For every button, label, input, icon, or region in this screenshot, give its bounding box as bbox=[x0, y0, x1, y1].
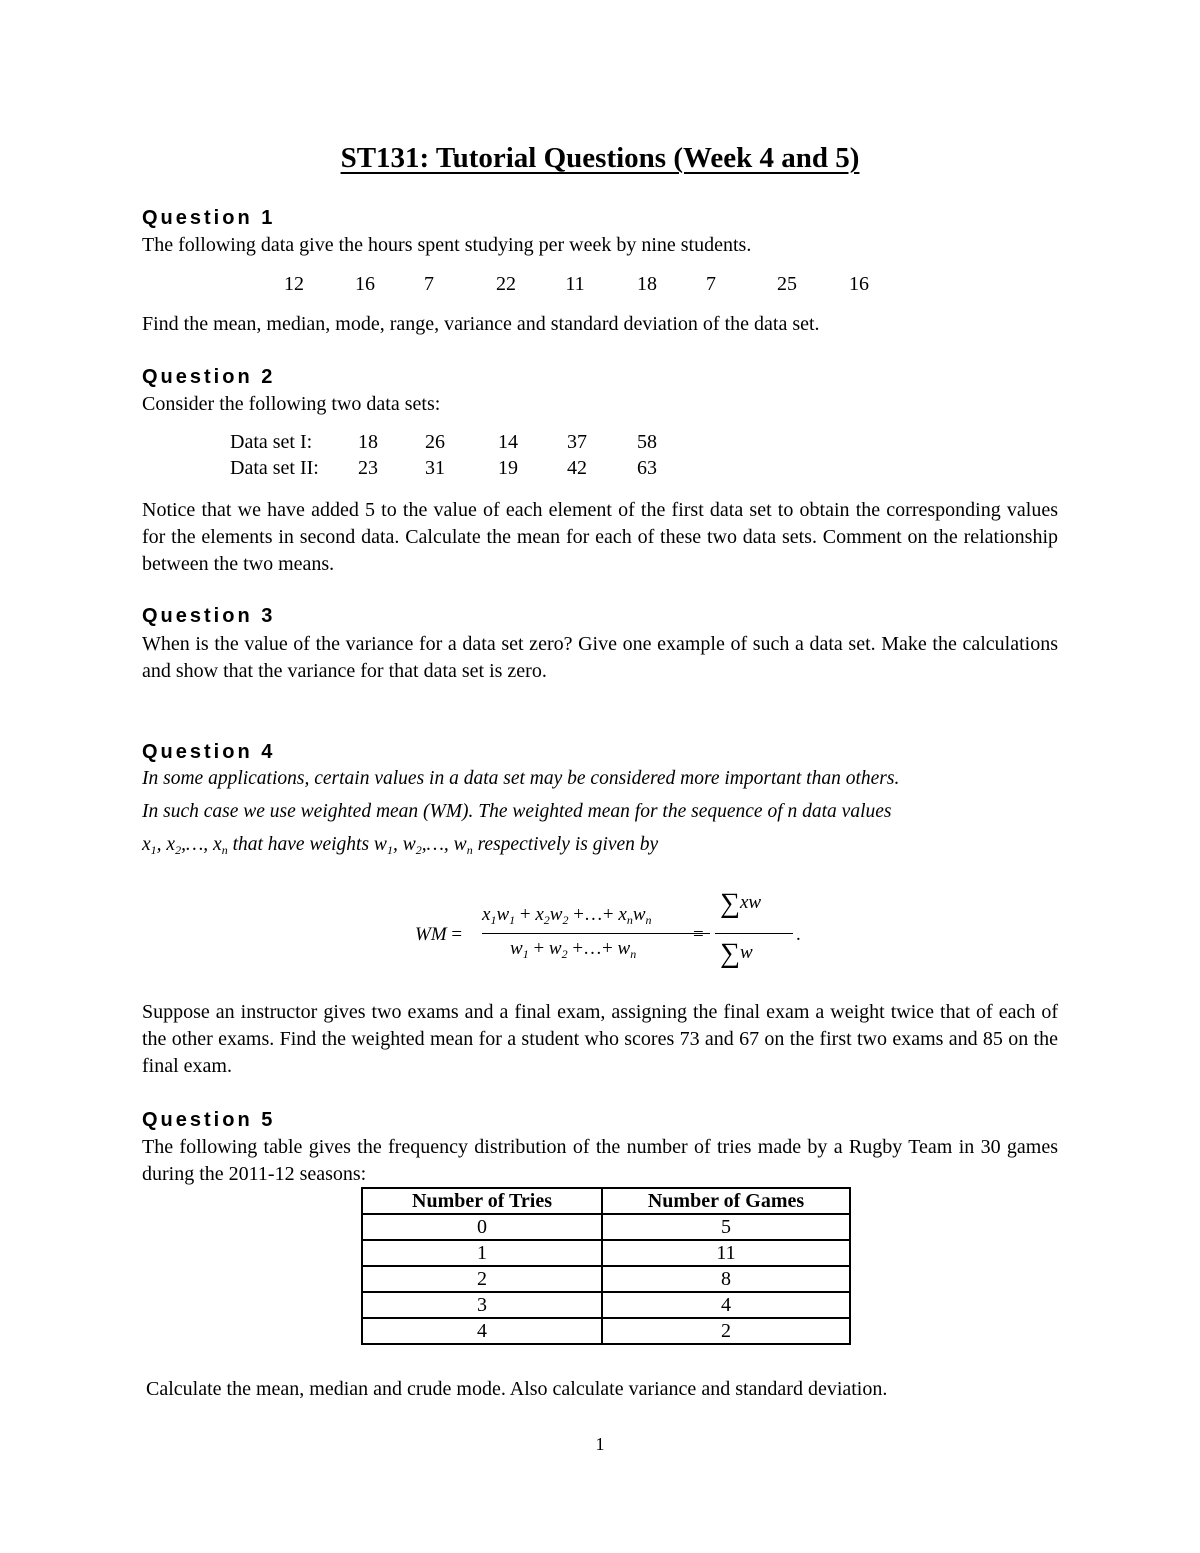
data-set-2-label: Data set II: bbox=[230, 457, 319, 479]
table-cell: 2 bbox=[362, 1266, 602, 1292]
data-value: 58 bbox=[637, 431, 657, 453]
data-value: 7 bbox=[706, 273, 716, 295]
data-value: 23 bbox=[358, 457, 378, 479]
table-row bbox=[362, 1214, 850, 1240]
question-1-heading: Question 1 bbox=[142, 207, 276, 229]
question-1-intro: The following data give the hours spent studying per week by nine students. bbox=[142, 234, 752, 256]
data-value: 16 bbox=[849, 273, 869, 295]
formula-sum-denominator: ∑w bbox=[720, 938, 753, 969]
formula-numerator: $x_1w_1 + x_2w_2$ +…+ $x_nw_n$ bbox=[482, 904, 652, 927]
table-cell: 8 bbox=[602, 1266, 850, 1292]
column-header-games: Number of Games bbox=[602, 1188, 850, 1214]
question-1-task: Find the mean, median, mode, range, variance and standard deviation of the data set. bbox=[142, 313, 820, 335]
data-value: 37 bbox=[567, 431, 587, 453]
data-value: 18 bbox=[637, 273, 657, 295]
table-cell: 3 bbox=[362, 1292, 602, 1318]
question-4-heading: Question 4 bbox=[142, 741, 276, 763]
question-4-intro bbox=[142, 762, 1082, 867]
data-value: 63 bbox=[637, 457, 657, 479]
formula-equals: = bbox=[693, 924, 704, 945]
table-row bbox=[362, 1292, 850, 1318]
question-4-line-3 bbox=[142, 828, 1082, 867]
question-4-line-3-mid: that have weights bbox=[232, 834, 370, 855]
data-value: 19 bbox=[498, 457, 518, 479]
data-value: 18 bbox=[358, 431, 378, 453]
formula-lhs: WM = bbox=[415, 924, 463, 945]
x-sequence-math: $x_1$, $x_2,\dots$, $x_n$ bbox=[142, 834, 228, 857]
data-value: 25 bbox=[777, 273, 797, 295]
fraction-bar bbox=[482, 933, 710, 934]
table-cell: 0 bbox=[362, 1214, 602, 1240]
data-set-1-label: Data set I: bbox=[230, 431, 313, 453]
table-cell: 2 bbox=[602, 1318, 850, 1344]
data-value: 12 bbox=[284, 273, 304, 295]
question-5-intro: The following table gives the frequency distribution of the number of tries made by a Rugby Team in 30 games during the 2011-12 seasons: bbox=[142, 1136, 1058, 1185]
question-4-line-3-end: respectively is given by bbox=[477, 834, 659, 855]
table-cell: 4 bbox=[602, 1292, 850, 1318]
table-cell: 4 bbox=[362, 1318, 602, 1344]
question-3-heading: Question 3 bbox=[142, 605, 276, 627]
page-number: 1 bbox=[595, 1434, 605, 1454]
data-value: 7 bbox=[424, 273, 434, 295]
formula-period: . bbox=[796, 924, 801, 945]
w-sequence-math: $w_1$, $w_2,\dots$, $w_n$ bbox=[373, 834, 473, 857]
question-2-task: Notice that we have added 5 to the value of each element of the first data set to obtain the corresponding values for the elements in second data. Calculate the mean for each of these two data sets. Comment on the relationship between the two means. bbox=[142, 499, 1058, 575]
formula-denominator: $w_1 + w_2$ +…+ $w_n$ bbox=[510, 938, 637, 961]
table-cell: 5 bbox=[602, 1214, 850, 1240]
data-value: 14 bbox=[498, 431, 518, 453]
frequency-table bbox=[361, 1187, 851, 1345]
question-3-task: When is the value of the variance for a data set zero? Give one example of such a data set. Make the calculations and show that the variance for that data set is zero. bbox=[142, 633, 1058, 682]
question-2-heading: Question 2 bbox=[142, 366, 276, 388]
question-5-heading: Question 5 bbox=[142, 1109, 276, 1131]
table-row bbox=[362, 1240, 850, 1266]
table-header-row bbox=[362, 1188, 850, 1214]
table-cell: 11 bbox=[602, 1240, 850, 1266]
fraction-bar bbox=[715, 933, 793, 934]
table-row bbox=[362, 1318, 850, 1344]
data-value: 26 bbox=[425, 431, 445, 453]
weighted-mean-formula bbox=[415, 888, 815, 978]
table-row bbox=[362, 1266, 850, 1292]
column-header-tries: Number of Tries bbox=[362, 1188, 602, 1214]
data-value: 31 bbox=[425, 457, 445, 479]
data-value: 42 bbox=[567, 457, 587, 479]
question-5-task: Calculate the mean, median and crude mode. Also calculate variance and standard deviation. bbox=[146, 1378, 888, 1400]
question-4-line-1: In some applications, certain values in a data set may be considered more important than others. bbox=[142, 768, 900, 789]
data-value: 16 bbox=[355, 273, 375, 295]
question-4-line-2: In such case we use weighted mean (WM). The weighted mean for the sequence of n data values bbox=[142, 801, 892, 822]
page-title: ST131: Tutorial Questions (Week 4 and 5) bbox=[340, 142, 860, 174]
formula-sum-numerator: ∑xw bbox=[720, 888, 762, 919]
table-cell: 1 bbox=[362, 1240, 602, 1266]
question-4-task: Suppose an instructor gives two exams and a final exam, assigning the final exam a weight twice that of each of the other exams. Find the weighted mean for a student who scores 73 and 67 on the first two exams and 85 on the final exam. bbox=[142, 1001, 1058, 1077]
question-2-intro: Consider the following two data sets: bbox=[142, 393, 441, 415]
data-value: 11 bbox=[565, 273, 585, 295]
data-value: 22 bbox=[496, 273, 516, 295]
